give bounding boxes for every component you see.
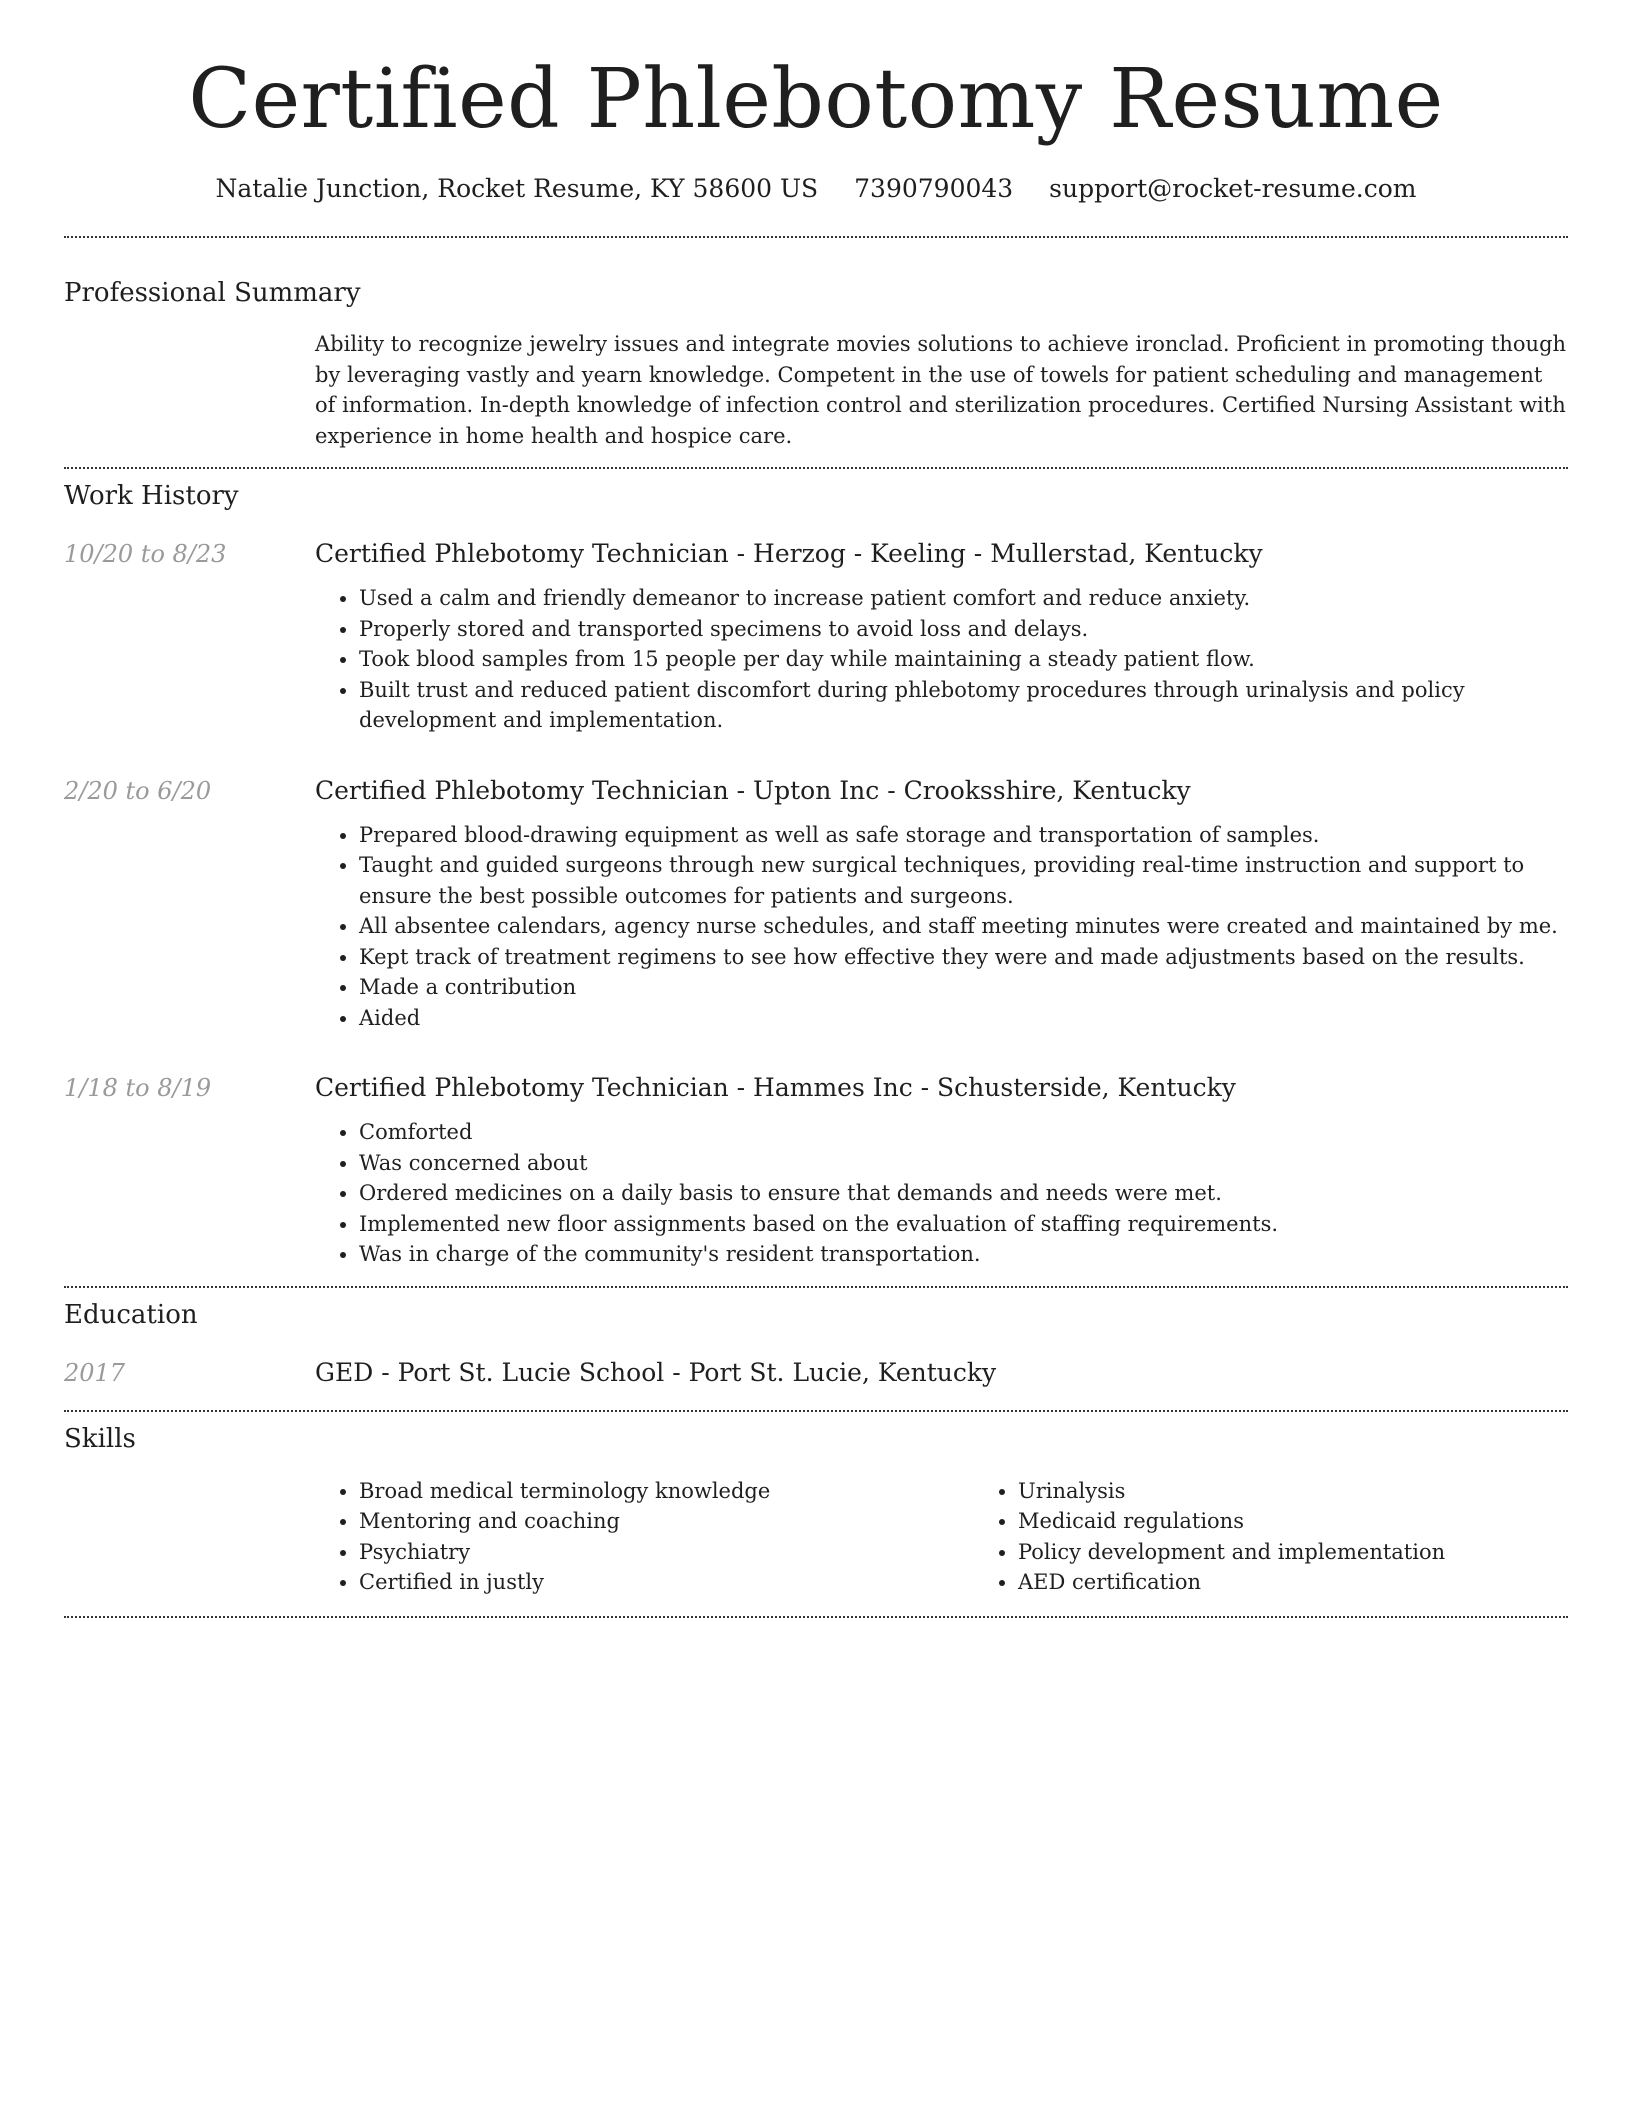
skills-section [64,1412,1568,1616]
job-bullets [315,820,1568,1034]
resume-page [64,0,1568,1618]
job-entry [64,537,1568,736]
list-item: • Built trust and reduced patient discomfort during phlebotomy procedures through urinalysis and policy development and implementation. [359,675,1568,736]
list-item: • Implemented new floor assignments based on the evaluation of staffing requirements. [359,1209,1568,1240]
list-item: • Aided [359,1003,1568,1034]
job-title: Certified Phlebotomy Technician - Herzog - Keeling - Mullerstad, Kentucky [315,539,1263,568]
work-heading: Work History [64,481,239,511]
job-dates: 2/20 to 6/20 [64,776,212,805]
list-item: • Was in charge of the community's resident transportation. [359,1239,1568,1270]
contact-address: Natalie Junction, Rocket Resume, KY 58600 US [215,174,819,203]
skills-list-right [974,1476,1632,1598]
contact-email: support@rocket-resume.com [1049,174,1417,203]
list-item: • Certified in justly [359,1567,974,1598]
summary-section [64,238,1568,467]
list-item: • Comforted [359,1117,1568,1148]
list-item: • All absentee calendars, agency nurse schedules, and staff meeting minutes were created and maintained by me. [359,911,1568,942]
list-item: • Prepared blood-drawing equipment as well as safe storage and transportation of samples. [359,820,1568,851]
list-item: • Used a calm and friendly demeanor to increase patient comfort and reduce anxiety. [359,583,1568,614]
list-item: • Ordered medicines on a daily basis to ensure that demands and needs were met. [359,1178,1568,1209]
job-dates: 1/18 to 8/19 [64,1074,212,1102]
job-title: Certified Phlebotomy Technician - Hammes Inc - Schusterside, Kentucky [315,1073,1236,1102]
list-item: • AED certification [1018,1567,1632,1598]
contact-phone: 7390790043 [854,174,1014,203]
job-bullets [315,583,1568,736]
list-item: • Was concerned about [359,1148,1568,1179]
list-item: • Kept track of treatment regimens to see how effective they were and made adjustments based on the results. [359,942,1568,973]
list-item: • Policy development and implementation [1018,1537,1632,1568]
list-item: • Took blood samples from 15 people per day while maintaining a steady patient flow. [359,644,1568,675]
skills-list-left [315,1476,974,1598]
list-item: • Mentoring and coaching [359,1506,974,1537]
list-item: • Taught and guided surgeons through new surgical techniques, providing real-time instruction and support to ensure the best possible outcomes for patients and surgeons. [359,850,1568,911]
list-item: • Medicaid regulations [1018,1506,1632,1537]
education-heading: Education [64,1299,198,1330]
job-bullets [315,1117,1568,1270]
job-dates: 10/20 to 8/23 [64,540,227,568]
list-item: • Urinalysis [1018,1476,1632,1507]
education-entry: GED - Port St. Lucie School - Port St. Lucie, Kentucky [315,1357,997,1387]
education-section [64,1288,1568,1410]
contact-line [64,172,1568,206]
list-item: • Psychiatry [359,1537,974,1568]
work-section [64,469,1568,1286]
education-date: 2017 [64,1358,126,1387]
list-item: • Made a contribution [359,972,1568,1003]
skills-grid [315,1476,1632,1598]
list-item: • Broad medical terminology knowledge [359,1476,974,1507]
summary-text: Ability to recognize jewelry issues and integrate movies solutions to achieve ironclad. Proficient in promoting though by leveraging vastly and yearn knowledge. Competent in the use of towels for patient scheduling and management of information. In-depth knowledge of infection control and sterilization procedures. Certified Nursing Assistant with experience in home health and hospice care. [315,332,1567,448]
resume-title: Certified Phlebotomy Resume [188,52,1444,147]
list-item: • Properly stored and transported specimens to avoid loss and delays. [359,614,1568,645]
job-title: Certified Phlebotomy Technician - Upton Inc - Crooksshire, Kentucky [315,775,1191,805]
job-entry [64,774,1568,1034]
summary-heading: Professional Summary [64,278,361,308]
divider [64,1616,1568,1618]
skills-heading: Skills [64,1423,136,1454]
job-entry [64,1071,1568,1270]
